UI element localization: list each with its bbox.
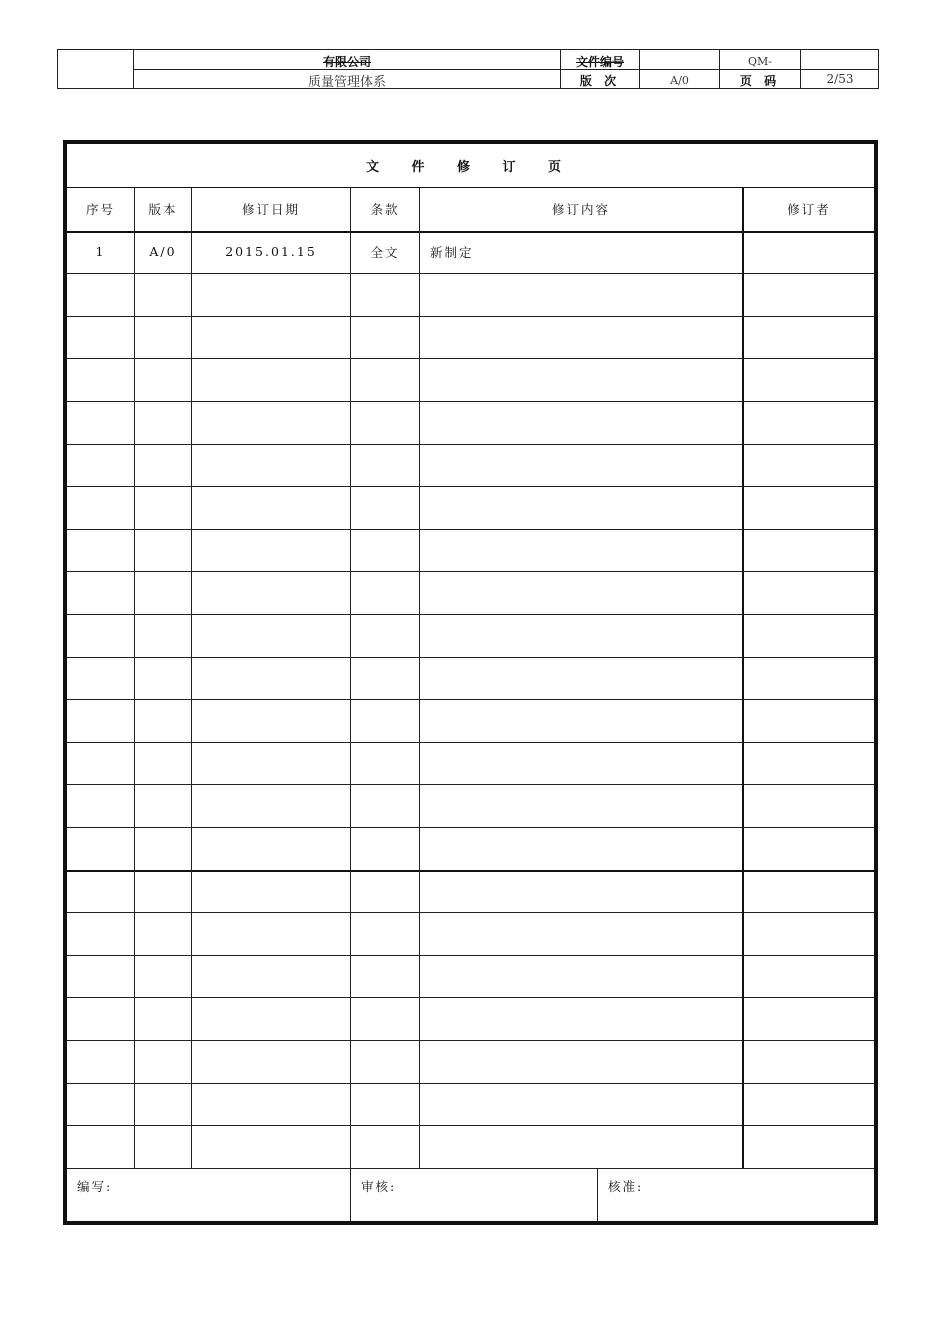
cell-seq[interactable]: [67, 955, 135, 998]
cell-date[interactable]: [192, 912, 351, 955]
table-row: [67, 955, 874, 999]
cell-content[interactable]: [420, 742, 744, 785]
cell-seq[interactable]: [67, 614, 135, 657]
cell-seq[interactable]: [67, 1083, 135, 1126]
cell-content[interactable]: [420, 657, 744, 700]
column-header-clause: 条款: [351, 188, 420, 231]
cell-date[interactable]: [192, 955, 351, 998]
cell-seq[interactable]: [67, 997, 135, 1040]
cell-seq[interactable]: [67, 358, 135, 401]
cell-reviser[interactable]: [744, 486, 874, 529]
column-header-seq: 序号: [67, 188, 135, 231]
doc-no-value: QM-: [748, 54, 772, 68]
cell-version[interactable]: [135, 1040, 192, 1083]
cell-content[interactable]: [420, 912, 744, 955]
cell-clause[interactable]: [351, 444, 420, 487]
cell-date[interactable]: [192, 997, 351, 1040]
cell-content[interactable]: [420, 444, 744, 487]
cell-reviser[interactable]: [744, 614, 874, 657]
version-label: 版 次: [579, 73, 621, 88]
cell-seq[interactable]: [67, 657, 135, 700]
cell-date[interactable]: [192, 742, 351, 785]
cell-reviser[interactable]: [744, 912, 874, 955]
cell-content[interactable]: [420, 358, 744, 401]
cell-content[interactable]: [420, 997, 744, 1040]
cell-date[interactable]: [192, 529, 351, 572]
cell-reviser[interactable]: [744, 742, 874, 785]
cell-content[interactable]: [420, 1040, 744, 1083]
cell-content[interactable]: [420, 401, 744, 444]
page-label: 页 码: [739, 73, 781, 88]
signature-footer: [67, 1168, 874, 1221]
cell-version[interactable]: [135, 614, 192, 657]
document-header: [57, 49, 879, 89]
cell-clause[interactable]: [351, 955, 420, 998]
cell-reviser[interactable]: [744, 1040, 874, 1083]
cell-content[interactable]: [420, 870, 744, 913]
cell-version[interactable]: [135, 316, 192, 359]
cell-date[interactable]: [192, 444, 351, 487]
cell-clause[interactable]: [351, 614, 420, 657]
cell-reviser[interactable]: [744, 316, 874, 359]
table-row: [67, 657, 874, 701]
cell-reviser[interactable]: [744, 955, 874, 998]
cell-date[interactable]: [192, 1125, 351, 1168]
cell-date[interactable]: 2015.01.15: [192, 231, 351, 274]
cell-version[interactable]: [135, 571, 192, 614]
cell-reviser[interactable]: [744, 699, 874, 742]
cell-date[interactable]: [192, 1040, 351, 1083]
table-row: [67, 1125, 874, 1169]
version-value: A/0: [670, 73, 689, 87]
cell-reviser[interactable]: [744, 870, 874, 913]
cell-clause[interactable]: [351, 657, 420, 700]
cell-version[interactable]: [135, 870, 192, 913]
author-field[interactable]: 编写:: [67, 1168, 351, 1221]
cell-content[interactable]: [420, 699, 744, 742]
cell-content[interactable]: [420, 529, 744, 572]
cell-seq[interactable]: 1: [67, 231, 135, 274]
cell-seq[interactable]: [67, 699, 135, 742]
cell-reviser[interactable]: [744, 444, 874, 487]
cell-date[interactable]: [192, 316, 351, 359]
cell-date[interactable]: [192, 870, 351, 913]
cell-content[interactable]: [420, 955, 744, 998]
cell-version[interactable]: [135, 444, 192, 487]
cell-version[interactable]: [135, 997, 192, 1040]
cell-reviser[interactable]: [744, 657, 874, 700]
company-name: 有限公司: [322, 54, 371, 69]
cell-clause[interactable]: 全文: [351, 231, 420, 274]
cell-version[interactable]: [135, 742, 192, 785]
cell-version[interactable]: [135, 529, 192, 572]
column-header-date: 修订日期: [192, 188, 351, 231]
cell-version[interactable]: [135, 912, 192, 955]
table-row: [67, 614, 874, 658]
cell-content[interactable]: 新制定: [420, 231, 744, 274]
cell-version[interactable]: [135, 657, 192, 700]
cell-seq[interactable]: [67, 529, 135, 572]
table-row: [67, 827, 874, 872]
cell-clause[interactable]: [351, 699, 420, 742]
table-row: [67, 358, 874, 402]
cell-content[interactable]: [420, 784, 744, 827]
cell-clause[interactable]: [351, 1040, 420, 1083]
table-row: [67, 1040, 874, 1084]
table-row: [67, 1083, 874, 1127]
cell-version[interactable]: [135, 955, 192, 998]
cell-clause[interactable]: [351, 784, 420, 827]
table-row: [67, 529, 874, 573]
table-row: [67, 231, 874, 275]
cell-date[interactable]: [192, 699, 351, 742]
cell-seq[interactable]: [67, 827, 135, 870]
cell-date[interactable]: [192, 273, 351, 316]
cell-clause[interactable]: [351, 529, 420, 572]
cell-reviser[interactable]: [744, 231, 874, 274]
table-row: [67, 742, 874, 786]
cell-clause[interactable]: [351, 1083, 420, 1126]
cell-seq[interactable]: [67, 1040, 135, 1083]
cell-version[interactable]: [135, 699, 192, 742]
column-header-reviser: 修订者: [787, 202, 831, 218]
cell-version[interactable]: [135, 827, 192, 870]
table-row: [67, 571, 874, 615]
cell-reviser[interactable]: [744, 273, 874, 316]
cell-date[interactable]: [192, 358, 351, 401]
cell-date[interactable]: [192, 657, 351, 700]
table-row: [67, 273, 874, 317]
cell-version[interactable]: A/0: [135, 231, 192, 274]
form-title: 文 件 修 订 页: [67, 144, 874, 188]
table-row: [67, 316, 874, 360]
table-row: [67, 784, 874, 828]
table-row: [67, 401, 874, 445]
table-row: [67, 444, 874, 488]
cell-date[interactable]: [192, 401, 351, 444]
revision-form: [63, 140, 878, 1225]
cell-content[interactable]: [420, 614, 744, 657]
cell-content[interactable]: [420, 1083, 744, 1126]
cell-seq[interactable]: [67, 273, 135, 316]
cell-reviser[interactable]: [744, 529, 874, 572]
cell-clause[interactable]: [351, 571, 420, 614]
cell-clause[interactable]: [351, 358, 420, 401]
cell-seq[interactable]: [67, 912, 135, 955]
column-header-content: 修订内容: [420, 188, 744, 231]
cell-reviser[interactable]: [744, 1083, 874, 1126]
table-row: [67, 699, 874, 743]
cell-content[interactable]: [420, 273, 744, 316]
cell-seq[interactable]: [67, 401, 135, 444]
cell-seq[interactable]: [67, 444, 135, 487]
cell-seq[interactable]: [67, 316, 135, 359]
system-name: 质量管理体系: [307, 74, 386, 88]
column-header-version: 版本: [135, 188, 192, 231]
cell-reviser[interactable]: [744, 827, 874, 870]
cell-reviser[interactable]: [744, 358, 874, 401]
table-row: [67, 870, 874, 914]
cell-seq[interactable]: [67, 571, 135, 614]
cell-version[interactable]: [135, 1125, 192, 1168]
cell-version[interactable]: [135, 273, 192, 316]
cell-date[interactable]: [192, 827, 351, 870]
cell-version[interactable]: [135, 784, 192, 827]
cell-clause[interactable]: [351, 401, 420, 444]
cell-reviser[interactable]: [744, 997, 874, 1040]
cell-version[interactable]: [135, 358, 192, 401]
cell-content[interactable]: [420, 316, 744, 359]
logo-area: [58, 50, 133, 88]
table-row: [67, 486, 874, 530]
cell-reviser[interactable]: [744, 784, 874, 827]
doc-no-label: 文件编号: [575, 54, 624, 69]
cell-reviser[interactable]: [744, 401, 874, 444]
cell-clause[interactable]: [351, 912, 420, 955]
review-field[interactable]: 审核:: [351, 1168, 598, 1221]
table-header-row: [67, 188, 874, 233]
cell-clause[interactable]: [351, 486, 420, 529]
cell-date[interactable]: [192, 1083, 351, 1126]
cell-clause[interactable]: [351, 870, 420, 913]
cell-content[interactable]: [420, 827, 744, 870]
page-value: 2/53: [826, 72, 854, 86]
table-row: [67, 997, 874, 1041]
cell-reviser[interactable]: [744, 1125, 874, 1168]
cell-clause[interactable]: [351, 273, 420, 316]
cell-seq[interactable]: [67, 1125, 135, 1168]
cell-version[interactable]: [135, 486, 192, 529]
cell-seq[interactable]: [67, 870, 135, 913]
cell-date[interactable]: [192, 486, 351, 529]
cell-date[interactable]: [192, 784, 351, 827]
cell-reviser[interactable]: [744, 571, 874, 614]
approve-field[interactable]: 核准:: [608, 1179, 644, 1194]
cell-clause[interactable]: [351, 1125, 420, 1168]
cell-seq[interactable]: [67, 784, 135, 827]
cell-version[interactable]: [135, 1083, 192, 1126]
cell-clause[interactable]: [351, 316, 420, 359]
cell-content[interactable]: [420, 1125, 744, 1168]
cell-clause[interactable]: [351, 742, 420, 785]
cell-clause[interactable]: [351, 997, 420, 1040]
cell-version[interactable]: [135, 401, 192, 444]
cell-date[interactable]: [192, 571, 351, 614]
table-row: [67, 912, 874, 956]
cell-clause[interactable]: [351, 827, 420, 870]
cell-content[interactable]: [420, 486, 744, 529]
cell-seq[interactable]: [67, 486, 135, 529]
cell-date[interactable]: [192, 614, 351, 657]
cell-content[interactable]: [420, 571, 744, 614]
cell-seq[interactable]: [67, 742, 135, 785]
